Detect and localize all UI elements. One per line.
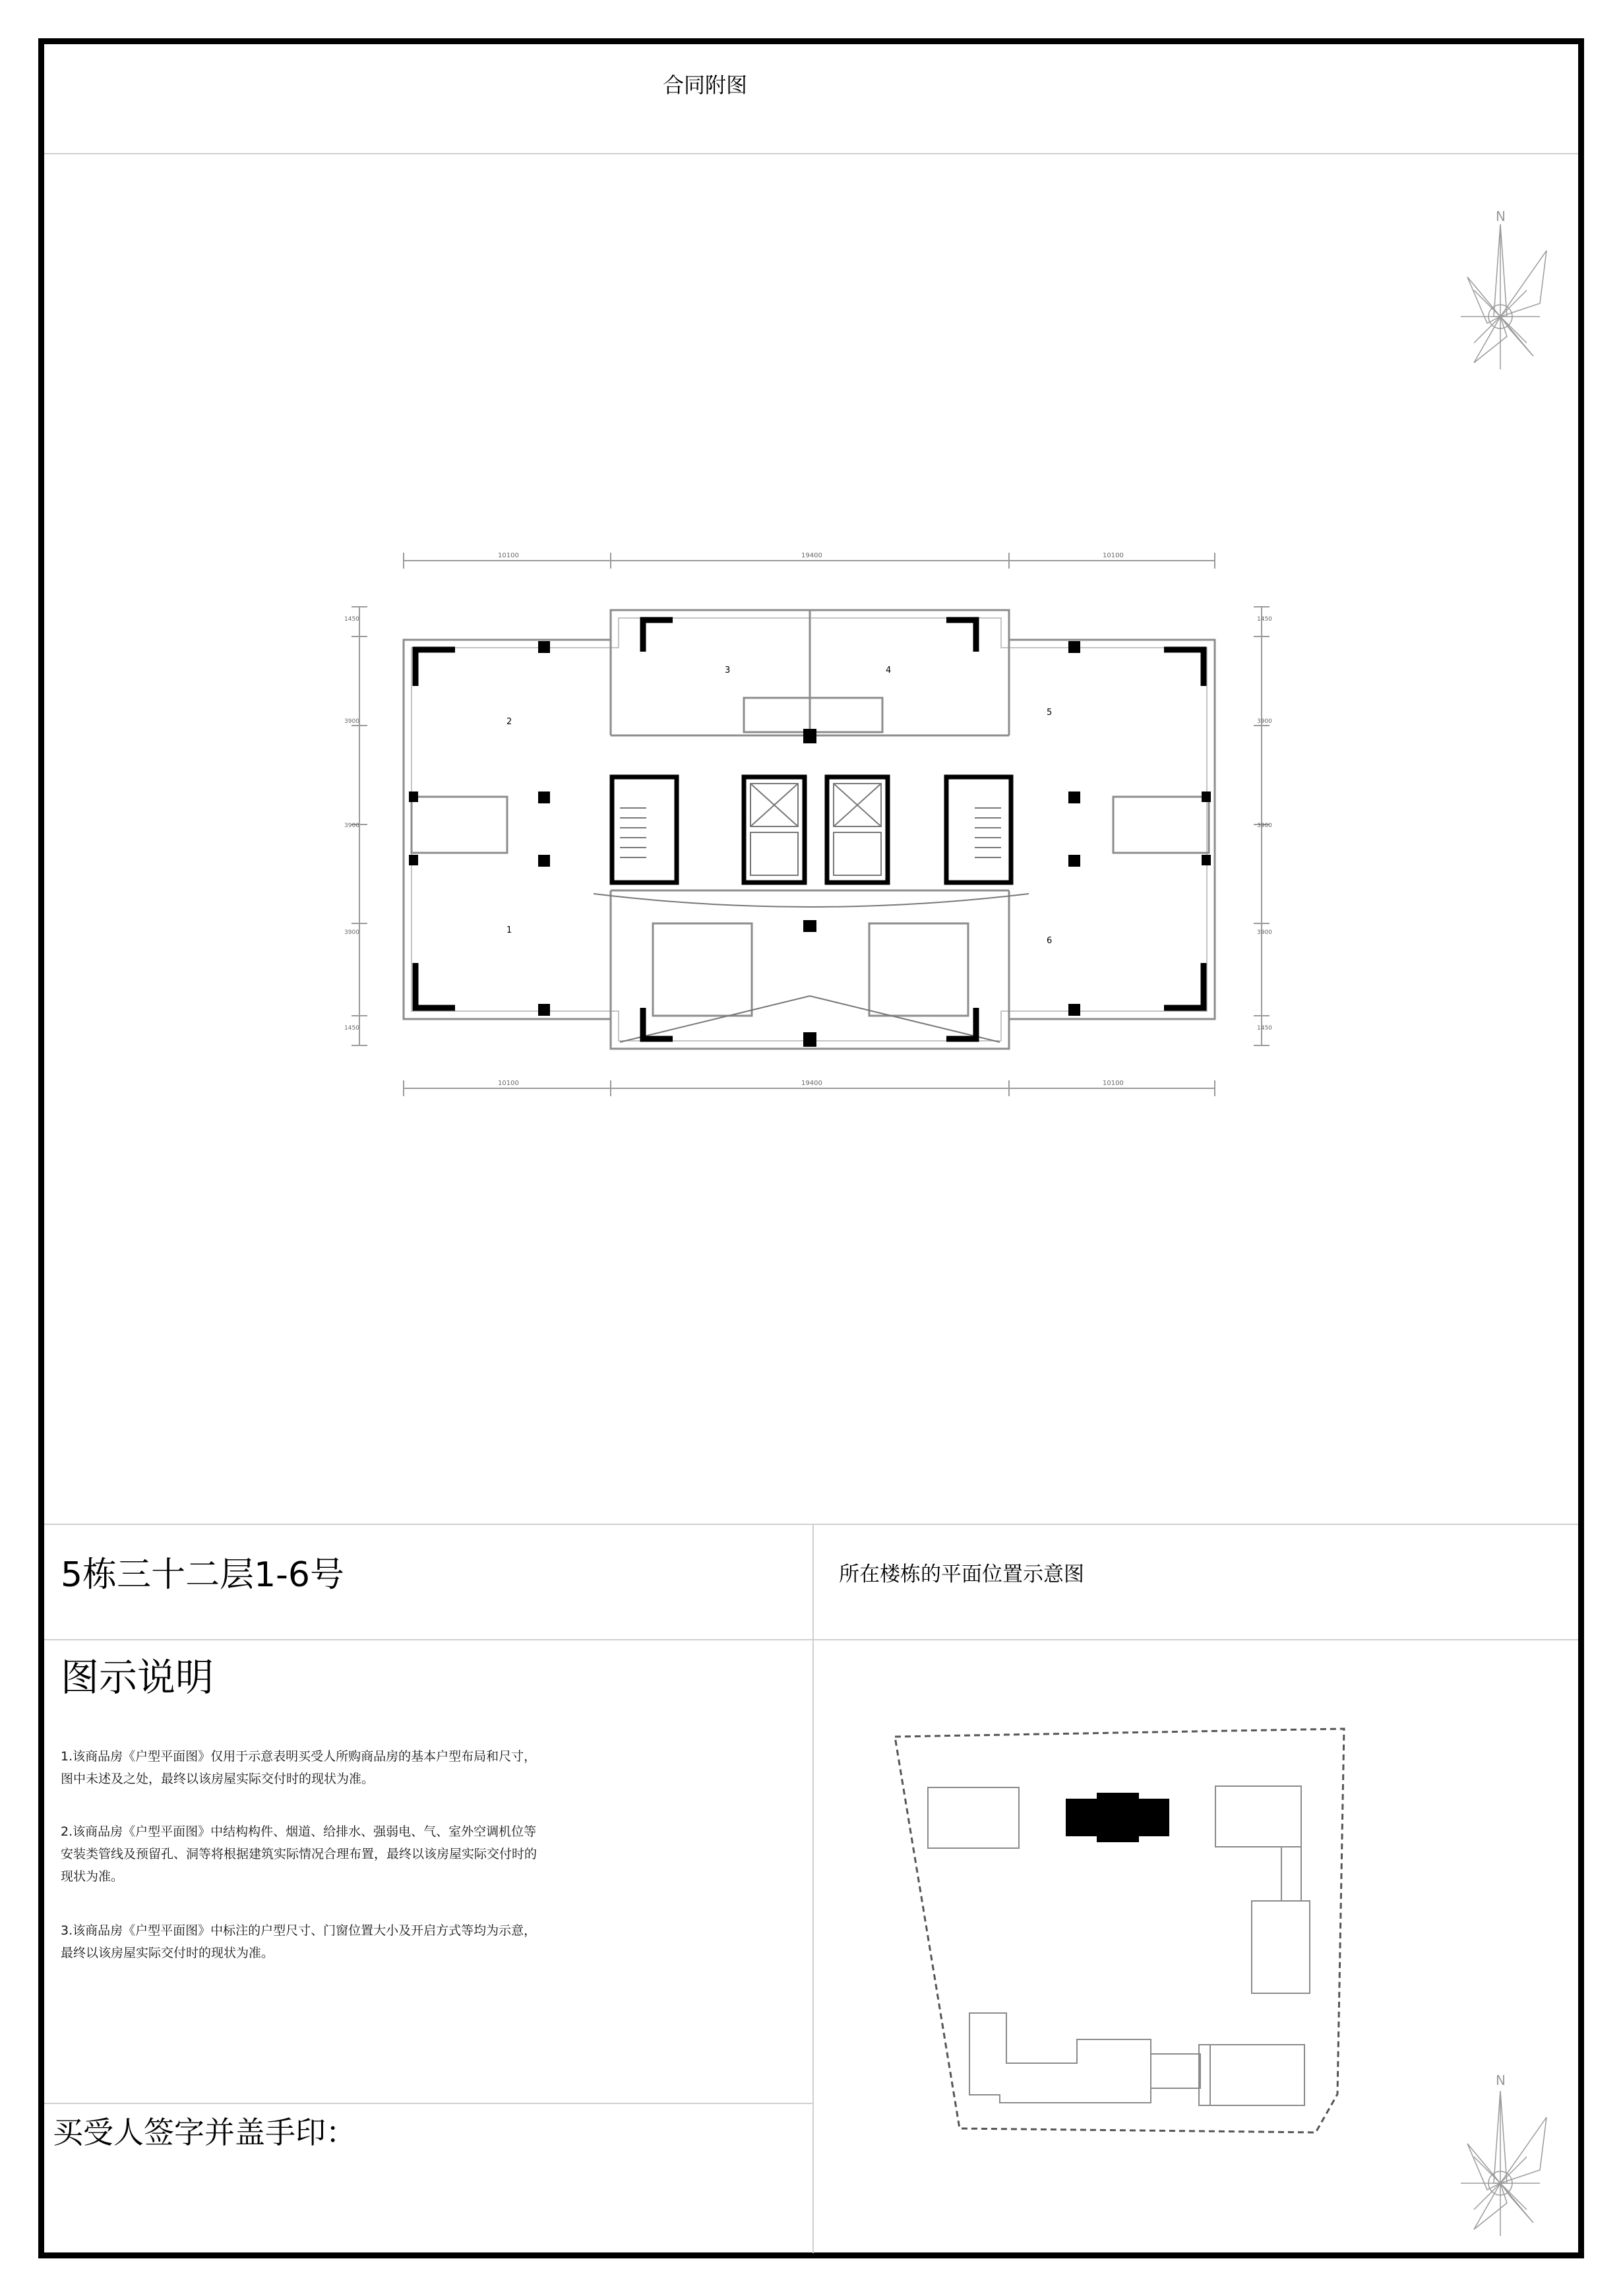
dimension-right-3: 3900 <box>1257 822 1272 829</box>
unit-title: 5栋三十二层1-6号 <box>61 1555 345 1595</box>
dimension-right-2: 3900 <box>1257 718 1272 725</box>
note-2: 2.该商品房《户型平面图》中结构构件、烟道、给排水、强弱电、气、室外空调机位等安装类管线及预留孔、洞等将根据建筑实际情况合理布置，最终以该房屋实际交付时的现状为准。 <box>61 1824 537 1884</box>
dimension-left-4: 3900 <box>344 929 359 936</box>
dimension-left-5: 1450 <box>344 1025 359 1032</box>
unit-label-4: 4 <box>886 666 892 675</box>
dimension-top-1: 10100 <box>498 552 519 559</box>
unit-label-6: 6 <box>1047 936 1053 946</box>
legend-heading: 图示说明 <box>61 1655 214 1700</box>
site-plan-title: 所在楼栋的平面位置示意图 <box>839 1563 1084 1586</box>
dimension-bottom-1: 10100 <box>498 1080 519 1087</box>
dimension-bottom-2: 19400 <box>801 1080 822 1087</box>
note-3: 3.该商品房《户型平面图》中标注的户型尺寸、门窗位置大小及开启方式等均为示意，最终以该房屋实际交付时的现状为准。 <box>61 1923 537 1960</box>
site-compass-north-label: N <box>1496 2072 1506 2088</box>
dimension-right-1: 1450 <box>1257 616 1272 623</box>
dimension-right-4: 3900 <box>1257 929 1272 936</box>
signature-label: 买受人签字并盖手印： <box>53 2115 356 2150</box>
dimension-right-5: 1450 <box>1257 1025 1272 1032</box>
dimension-left-1: 1450 <box>344 616 359 623</box>
dimension-left-3: 3900 <box>344 822 359 829</box>
dimension-top-2: 19400 <box>801 552 822 559</box>
unit-label-3: 3 <box>725 666 731 675</box>
note-1: 1.该商品房《户型平面图》仅用于示意表明买受人所购商品房的基本户型布局和尺寸，图中未述及之处，最终以该房屋实际交付时的现状为准。 <box>61 1749 537 1786</box>
unit-label-2: 2 <box>506 717 512 727</box>
page-title: 合同附图 <box>663 73 748 98</box>
dimension-bottom-3: 10100 <box>1103 1080 1124 1087</box>
unit-label-1: 1 <box>506 925 512 935</box>
compass-north-label: N <box>1496 208 1506 224</box>
dimension-left-2: 3900 <box>344 718 359 725</box>
dimension-top-3: 10100 <box>1103 552 1124 559</box>
unit-label-5: 5 <box>1047 708 1053 718</box>
